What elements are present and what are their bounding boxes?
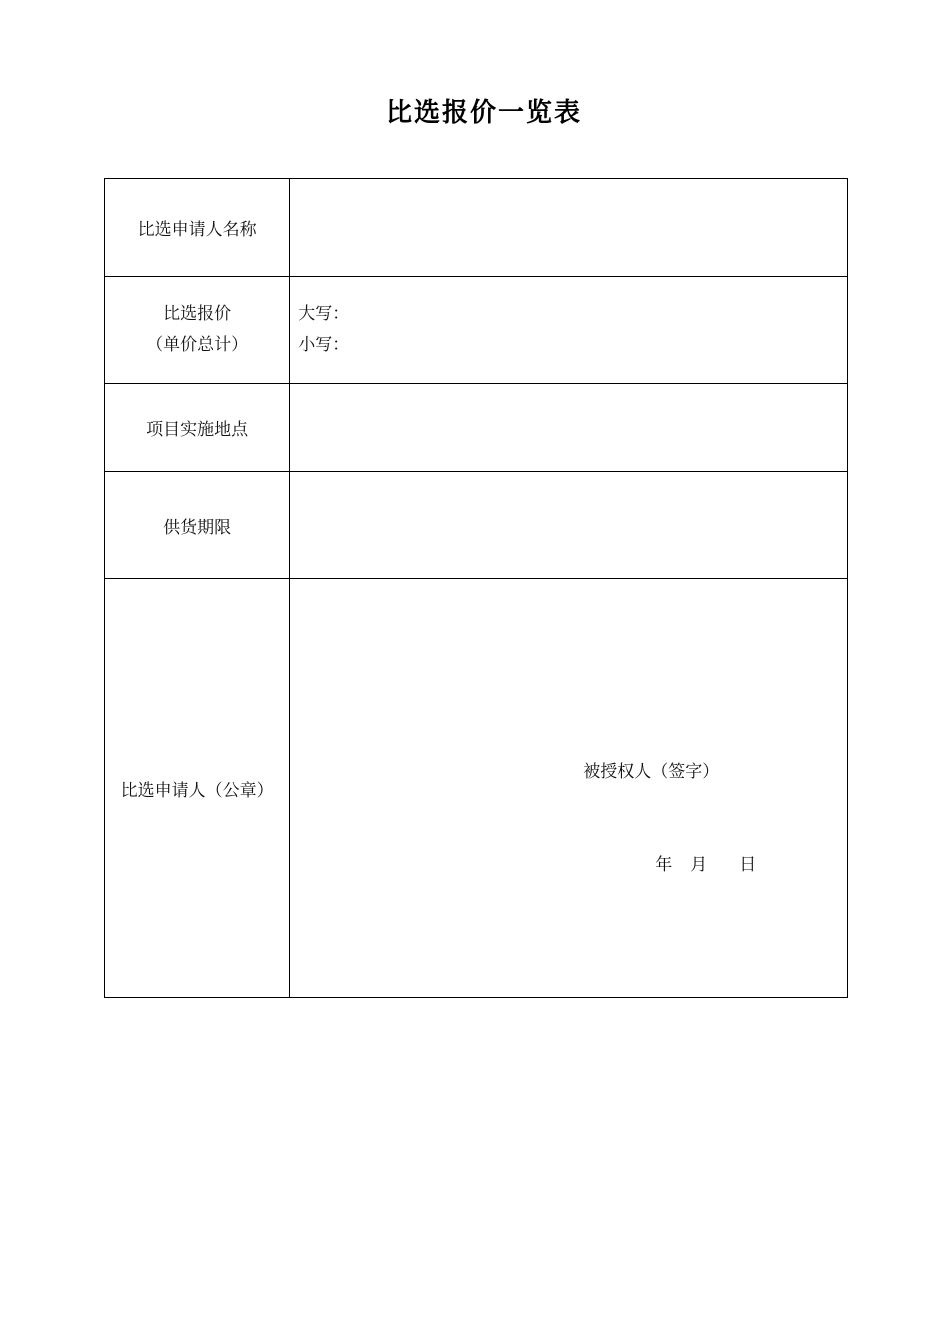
signature-date bbox=[655, 850, 756, 875]
signature-area[interactable] bbox=[290, 579, 848, 998]
location-field[interactable] bbox=[290, 384, 848, 472]
quotation-field[interactable] bbox=[290, 277, 848, 384]
applicant-name-field[interactable] bbox=[290, 179, 848, 277]
table-row-seal bbox=[105, 579, 848, 998]
location-label: 项目实施地点 bbox=[105, 384, 290, 472]
table-row-delivery bbox=[105, 472, 848, 579]
quotation-lowercase-label: 小写： bbox=[298, 335, 350, 355]
table-row-location bbox=[105, 384, 848, 472]
date-year-label: 年 bbox=[655, 855, 673, 875]
quotation-label-main: 比选报价 bbox=[163, 304, 232, 324]
date-month-label: 月 bbox=[690, 855, 708, 875]
table-row-applicant-name bbox=[105, 179, 848, 277]
applicant-name-label: 比选申请人名称 bbox=[105, 179, 290, 277]
date-day-label: 日 bbox=[739, 855, 757, 875]
applicant-seal-label: 比选申请人（公章） bbox=[105, 579, 290, 998]
delivery-period-field[interactable] bbox=[290, 472, 848, 579]
quotation-label bbox=[105, 277, 290, 384]
authorized-signature-label: 被授权人（签字） bbox=[583, 762, 720, 782]
table-row-quotation bbox=[105, 277, 848, 384]
quotation-label-sub: （单价总计） bbox=[146, 335, 249, 355]
delivery-period-label: 供货期限 bbox=[105, 472, 290, 579]
page-title: 比选报价一览表 bbox=[385, 98, 582, 128]
quotation-uppercase-label: 大写： bbox=[298, 304, 350, 324]
quotation-form-table bbox=[104, 178, 848, 998]
